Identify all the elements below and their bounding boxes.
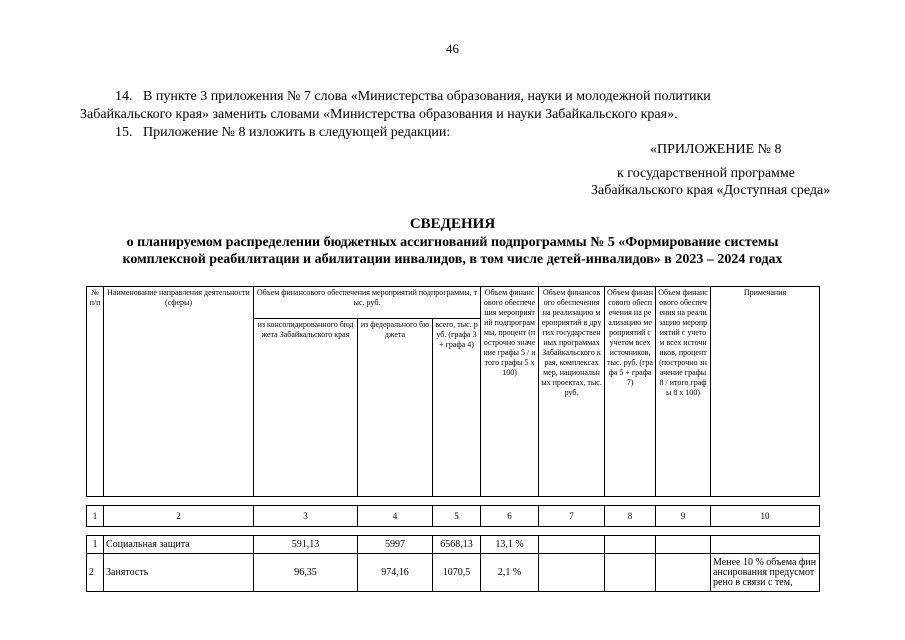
document-subtitle-line1: о планируемом распределении бюджетных ассигнований подпрограммы № 5 «Формирование системы: [126, 235, 779, 250]
row-other-programs: [539, 554, 605, 592]
row-note: [711, 536, 820, 554]
paragraph-14-line2: Забайкальского края» заменить словами «Министерства образования и науки Забайкальского края».: [80, 107, 678, 122]
row-federal: 974,16: [358, 554, 433, 592]
column-number: 9: [656, 506, 711, 527]
row-share: 13,1 %: [481, 536, 539, 554]
row-other-programs: [539, 536, 605, 554]
row-no: 2: [87, 554, 104, 592]
document-title: СВЕДЕНИЯ: [409, 216, 496, 232]
annex-line1: к государственной программе: [617, 166, 795, 181]
row-direction: Занятость: [104, 554, 254, 592]
column-number: 7: [539, 506, 605, 527]
column-number: 1: [87, 506, 104, 527]
column-number: 5: [433, 506, 481, 527]
annex-title: «ПРИЛОЖЕНИЕ № 8: [650, 142, 782, 157]
annex-line2: Забайкальского края «Доступная среда»: [591, 183, 831, 198]
document-subtitle-line2: комплексной реабилитации и абилитации инвалидов, в том числе детей-инвалидов» в 2023 – 2024 годах: [122, 252, 783, 267]
header-total: всего, тыс. руб. (графа 3 + графа 4): [433, 319, 481, 497]
header-notes: Примечания: [711, 287, 820, 497]
header-no: № п/п: [87, 287, 104, 497]
row-direction: Социальная защита: [104, 536, 254, 554]
row-total: 6568,13: [433, 536, 481, 554]
header-other-programs: Объем финансового обеспечения на реализацию мероприятий в других государственных программах Забайкальского края, комплексах мер, национальных проектах, тыс. руб.: [539, 287, 605, 497]
row-no: 1: [87, 536, 104, 554]
paragraph-14-text-line1: В пункте 3 приложения № 7 слова «Министерства образования, науки и молодежной политики: [143, 89, 711, 104]
row-federal: 5997: [358, 536, 433, 554]
column-number: 8: [605, 506, 656, 527]
paragraph-15: [115, 124, 450, 141]
column-number: 2: [104, 506, 254, 527]
column-number-row: [87, 506, 820, 527]
header-share-all-sources: Объем финансового обеспечения на реализацию мероприятий с учетом всех источников, процент (построчно значение графы 8 / итого графы 8 х 100): [656, 287, 711, 497]
paragraph-15-number: 15.: [115, 125, 133, 140]
header-federal-budget: из федерального бюджета: [358, 319, 433, 497]
header-with-all-sources: Объем финансового обеспечения на реализацию мероприятий с учетом всех источников, тыс. руб. (графа 5 + графа 7): [605, 287, 656, 497]
page-number: 46: [446, 41, 459, 56]
column-number: 6: [481, 506, 539, 527]
row-share: 2,1 %: [481, 554, 539, 592]
row-regional: 591,13: [254, 536, 358, 554]
row-with-all-sources: [605, 554, 656, 592]
row-note: Менее 10 % объема финансирования предусмотрено в связи с тем,: [711, 554, 820, 592]
row-regional: 96,35: [254, 554, 358, 592]
row-share-all-sources: [656, 554, 711, 592]
paragraph-15-text: Приложение № 8 изложить в следующей редакции:: [143, 125, 451, 140]
table-row: [87, 536, 820, 554]
allocation-table: [86, 286, 820, 592]
row-share-all-sources: [656, 536, 711, 554]
row-with-all-sources: [605, 536, 656, 554]
row-total: 1070,5: [433, 554, 481, 592]
paragraph-14-line1: [115, 88, 711, 105]
table-spacer: [87, 527, 820, 536]
table-spacer: [87, 497, 820, 506]
column-number: 10: [711, 506, 820, 527]
header-funding: Объем финансового обеспечения мероприятий подпрограммы, тыс. руб.: [254, 287, 481, 319]
paragraph-14-number: 14.: [115, 89, 133, 104]
header-direction: Наименование направления деятельности (сферы): [104, 287, 254, 497]
column-number: 4: [358, 506, 433, 527]
header-share-subprogram: Объем финансового обеспечения мероприятий подпрограммы, процент (построчно значение графы 5 / итого графы 5 х 100): [481, 287, 539, 497]
header-regional-budget: из консолидированного бюджета Забайкальского края: [254, 319, 358, 497]
table-row: [87, 554, 820, 592]
column-number: 3: [254, 506, 358, 527]
